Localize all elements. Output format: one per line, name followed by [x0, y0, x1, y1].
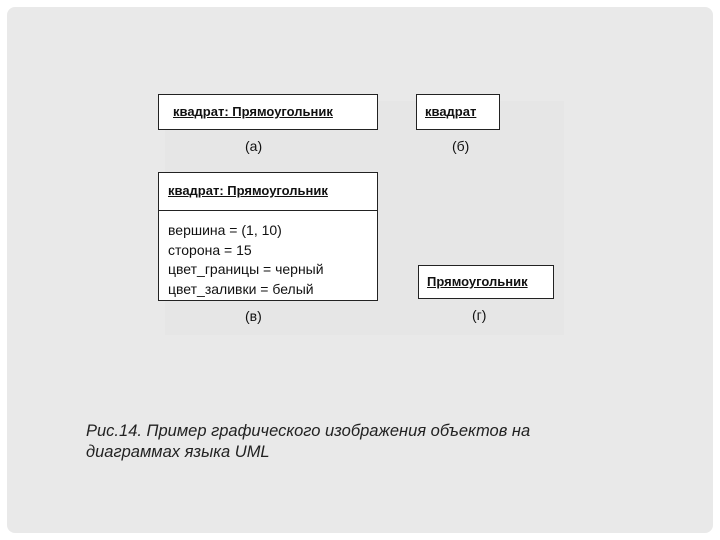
figure-caption: [86, 421, 646, 463]
object-box-v: [158, 172, 378, 301]
object-name-b: квадрат: [425, 104, 477, 119]
object-box-g: [418, 265, 554, 299]
attribute-item: цвет_заливки = белый: [168, 280, 314, 297]
caption-line-2: диаграммах языка UML: [86, 443, 270, 461]
caption-line-1: Рис.14. Пример графического изображения объектов на: [86, 422, 531, 440]
object-box-b: [416, 94, 500, 130]
object-box-a: [158, 94, 378, 130]
label-v: (в): [245, 308, 262, 324]
object-name-v: квадрат: Прямоугольник: [168, 183, 328, 198]
attribute-item: сторона = 15: [168, 241, 252, 258]
label-b: (б): [452, 138, 470, 154]
attribute-list-v: [168, 221, 324, 299]
attribute-item: вершина = (1, 10): [168, 222, 282, 238]
label-g: (г): [472, 307, 487, 323]
object-name-a: квадрат: Прямоугольник: [173, 104, 333, 119]
attribute-item: цвет_границы = черный: [168, 261, 324, 277]
object-divider-v: [159, 210, 377, 211]
object-name-g: Прямоугольник: [427, 274, 528, 289]
label-a: (а): [245, 138, 263, 154]
